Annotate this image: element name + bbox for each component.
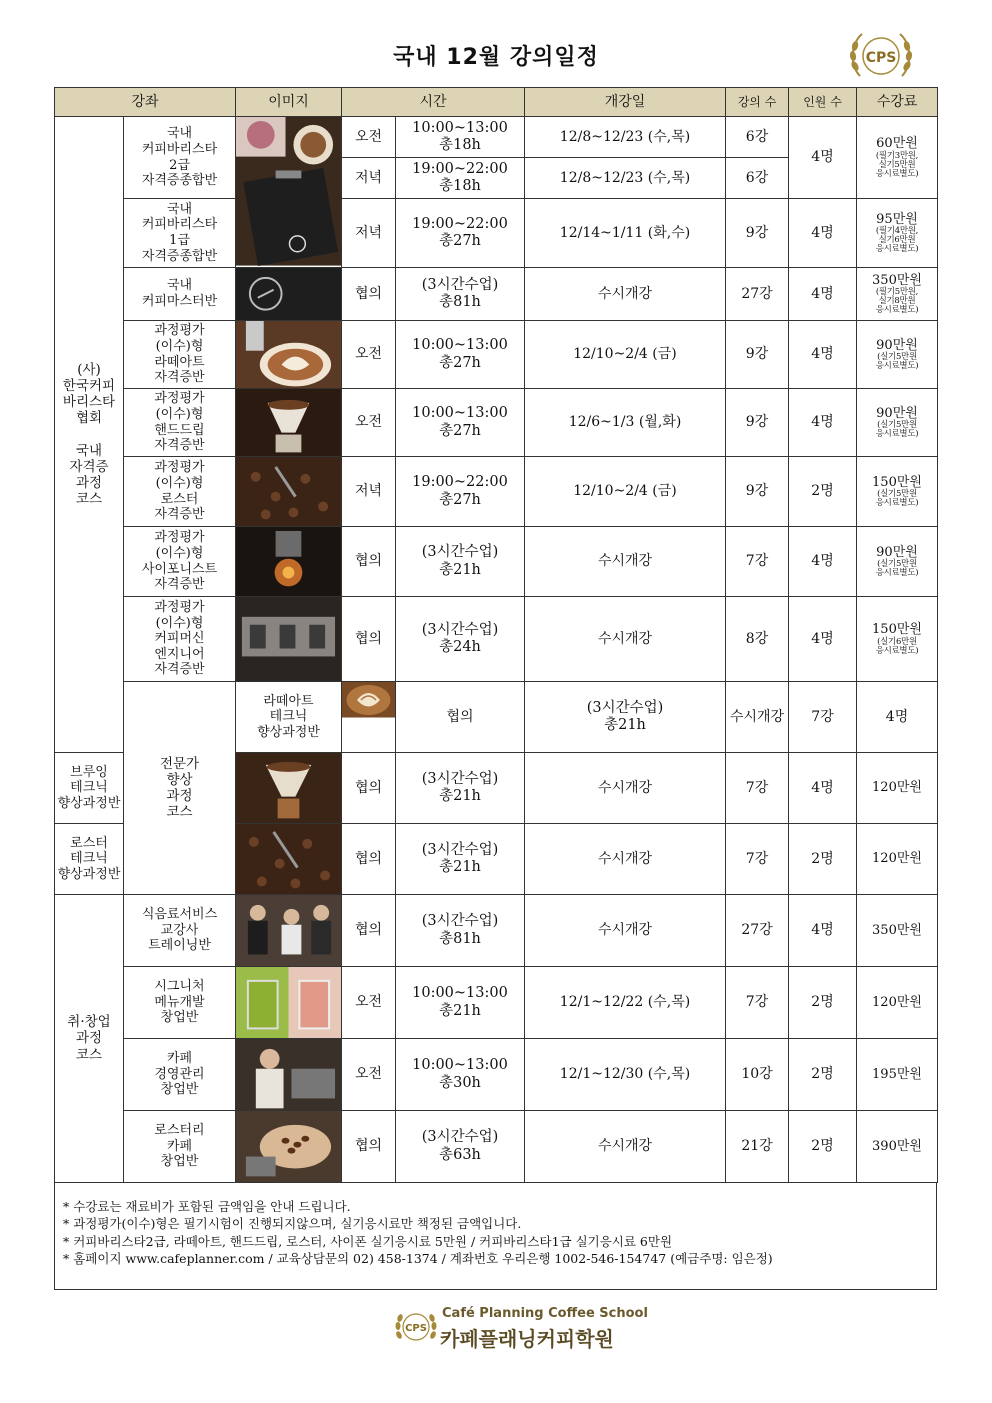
course-name: 카페 경영관리 창업반 xyxy=(124,1039,236,1111)
table-row xyxy=(55,967,938,1039)
note-line: * 수강료는 재료비가 포함된 금액임을 안내 드립니다. xyxy=(63,1199,351,1214)
time: (3시간수업) 총21h xyxy=(396,753,525,824)
fee xyxy=(857,268,938,321)
footer-logo-text: CPS xyxy=(405,1323,427,1334)
start-date: 수시개강 xyxy=(525,824,726,895)
course-name: 식음료서비스 교강사 트레이닝반 xyxy=(124,895,236,967)
course-photo xyxy=(236,1039,342,1111)
page-title: 국내 12월 강의일정 xyxy=(393,45,599,70)
start-date: 수시개강 xyxy=(525,895,726,967)
people: 4명 xyxy=(789,527,857,597)
course-photo xyxy=(236,117,342,268)
notes-box xyxy=(54,1183,937,1290)
course-photo xyxy=(236,321,342,389)
fee: 120만원 xyxy=(857,967,938,1039)
course-name: 국내 커피마스터반 xyxy=(124,268,236,321)
fee xyxy=(857,117,938,199)
lectures: 7강 xyxy=(726,824,789,895)
lectures: 21강 xyxy=(726,1111,789,1183)
fee xyxy=(857,527,938,597)
fee xyxy=(857,199,938,268)
people: 4명 xyxy=(789,895,857,967)
time: (3시간수업) 총81h xyxy=(396,895,525,967)
note-line: * 과정평가(이수)형은 필기시험이 진행되지않으며, 실기응시료만 책정된 금액입니다. xyxy=(63,1216,522,1232)
course-name: 라떼아트 테크닉 향상과정반 xyxy=(236,682,342,753)
cps-logo-icon xyxy=(846,26,916,86)
period: 오전 xyxy=(342,389,396,457)
period: 오전 xyxy=(342,321,396,389)
start-date: 수시개강 xyxy=(525,1111,726,1183)
fee: 120만원 xyxy=(857,824,938,895)
start-date: 12/14~1/11 (화,수) xyxy=(525,199,726,268)
start-date: 12/8~12/23 (수,목) xyxy=(525,117,726,158)
col-header-start: 개강일 xyxy=(525,88,726,117)
course-name: 로스터 테크닉 향상과정반 xyxy=(55,824,124,895)
col-header-people: 인원 수 xyxy=(789,88,857,117)
period: 협의 xyxy=(342,824,396,895)
start-date: 12/1~12/30 (수,목) xyxy=(525,1039,726,1111)
start-date: 수시개강 xyxy=(525,597,726,682)
fee-amount: 90만원 xyxy=(876,544,918,560)
note-line: * 홈페이지 www.cafeplanner.com / 교육상담문의 02) 458-1374 / 계좌번호 우리은행 1002-546-154747 (예금주명: 임은정) xyxy=(63,1250,773,1266)
table-row xyxy=(55,321,938,389)
fee-amount: 60만원 xyxy=(876,136,918,152)
period: 저녁 xyxy=(342,457,396,527)
lectures: 6강 xyxy=(726,117,789,158)
category-startup: 취·창업 과정 코스 xyxy=(55,895,124,1183)
people: 2명 xyxy=(789,824,857,895)
start-date: 12/6~1/3 (월,화) xyxy=(525,389,726,457)
people: 2명 xyxy=(789,1111,857,1183)
fee-note: (실기5만원 응시료별도) xyxy=(875,559,919,579)
course-photo xyxy=(342,682,396,753)
table-row xyxy=(55,1039,938,1111)
fee xyxy=(857,597,938,682)
period: 협의 xyxy=(342,895,396,967)
col-header-fee: 수강료 xyxy=(857,88,938,117)
lectures: 8강 xyxy=(726,597,789,682)
table-row xyxy=(55,199,938,268)
period: 오전 xyxy=(342,967,396,1039)
period: 오전 xyxy=(342,1039,396,1111)
period: 협의 xyxy=(342,753,396,824)
period: 저녁 xyxy=(342,199,396,268)
col-header-time: 시간 xyxy=(342,88,525,117)
footer-cps-logo-icon xyxy=(392,1305,440,1353)
people: 4명 xyxy=(789,389,857,457)
category-expert: 전문가 향상 과정 코스 xyxy=(124,682,236,895)
course-name: 과정평가 (이수)형 사이포니스트 자격증반 xyxy=(124,527,236,597)
course-photo xyxy=(236,895,342,967)
col-header-lectures: 강의 수 xyxy=(726,88,789,117)
fee-amount: 95만원 xyxy=(876,211,918,227)
people: 2명 xyxy=(789,1039,857,1111)
lectures: 7강 xyxy=(726,527,789,597)
fee-amount: 150만원 xyxy=(872,474,922,490)
course-photo xyxy=(236,389,342,457)
lectures: 7강 xyxy=(726,967,789,1039)
people: 2명 xyxy=(789,967,857,1039)
course-name: 국내 커피바리스타 1급 자격증종합반 xyxy=(124,199,236,268)
table-row xyxy=(55,895,938,967)
course-name: 로스터리 카페 창업반 xyxy=(124,1111,236,1183)
fee-note: (실기6만원 응시료별도) xyxy=(875,636,919,656)
time: 19:00~22:00 총27h xyxy=(396,199,525,268)
time: 10:00~13:00 총27h xyxy=(396,321,525,389)
start-date: 12/1~12/22 (수,목) xyxy=(525,967,726,1039)
table-row xyxy=(55,457,938,527)
fee-note: (필기3만원, 실기5만원 응시료별도) xyxy=(875,150,919,179)
people: 4명 xyxy=(789,753,857,824)
col-header-course: 강좌 xyxy=(55,88,236,117)
course-name: 과정평가 (이수)형 라떼아트 자격증반 xyxy=(124,321,236,389)
people: 4명 xyxy=(789,117,857,199)
time: (3시간수업) 총21h xyxy=(525,682,726,753)
people: 4명 xyxy=(789,597,857,682)
time: 10:00~13:00 총18h xyxy=(396,117,525,158)
course-photo xyxy=(236,824,342,895)
table-row xyxy=(55,1111,938,1183)
fee xyxy=(857,457,938,527)
category-domestic-cert: (사) 한국커피 바리스타 협회 국내 자격증 과정 코스 xyxy=(55,117,124,753)
fee xyxy=(857,321,938,389)
start-date: 12/8~12/23 (수,목) xyxy=(525,158,726,199)
time: 10:00~13:00 총30h xyxy=(396,1039,525,1111)
start-date: 12/10~2/4 (금) xyxy=(525,457,726,527)
start-date: 수시개강 xyxy=(525,753,726,824)
lectures: 9강 xyxy=(726,199,789,268)
course-photo xyxy=(236,597,342,682)
period: 협의 xyxy=(396,682,525,753)
time: 19:00~22:00 총27h xyxy=(396,457,525,527)
lectures: 7강 xyxy=(789,682,857,753)
start-date: 수시개강 xyxy=(726,682,789,753)
period: 협의 xyxy=(342,527,396,597)
period: 오전 xyxy=(342,117,396,158)
table-row xyxy=(55,117,938,158)
course-name: 국내 커피바리스타 2급 자격증종합반 xyxy=(124,117,236,199)
time: (3시간수업) 총24h xyxy=(396,597,525,682)
people: 2명 xyxy=(789,457,857,527)
course-photo xyxy=(236,457,342,527)
course-name: 브루잉 테크닉 향상과정반 xyxy=(55,753,124,824)
start-date: 12/10~2/4 (금) xyxy=(525,321,726,389)
lectures: 27강 xyxy=(726,895,789,967)
course-photo xyxy=(236,1111,342,1183)
table-header-row xyxy=(55,88,938,117)
course-name: 과정평가 (이수)형 로스터 자격증반 xyxy=(124,457,236,527)
fee-amount: 350만원 xyxy=(872,272,922,288)
time: 10:00~13:00 총27h xyxy=(396,389,525,457)
course-photo xyxy=(236,527,342,597)
schedule-table xyxy=(54,87,938,1183)
table-row xyxy=(55,389,938,457)
fee-note: (실기5만원 응시료별도) xyxy=(875,420,919,440)
fee: 350만원 xyxy=(857,895,938,967)
course-name: 시그니처 메뉴개발 창업반 xyxy=(124,967,236,1039)
fee-note: (필기4만원, 실기6만원 응시료별도) xyxy=(875,226,919,255)
footer-school-name-en: Café Planning Coffee School xyxy=(442,1306,648,1321)
course-name: 과정평가 (이수)형 핸드드립 자격증반 xyxy=(124,389,236,457)
period: 협의 xyxy=(342,597,396,682)
time: 19:00~22:00 총18h xyxy=(396,158,525,199)
start-date: 수시개강 xyxy=(525,268,726,321)
fee: 195만원 xyxy=(857,1039,938,1111)
people: 4명 xyxy=(789,199,857,268)
period: 협의 xyxy=(342,1111,396,1183)
lectures: 9강 xyxy=(726,457,789,527)
period: 저녁 xyxy=(342,158,396,199)
lectures: 10강 xyxy=(726,1039,789,1111)
note-line: * 커피바리스타2급, 라떼아트, 핸드드립, 로스터, 사이폰 실기응시료 5만원 / 커피바리스타1급 실기응시료 6만원 xyxy=(63,1233,673,1249)
fee-amount: 150만원 xyxy=(872,622,922,638)
people: 4명 xyxy=(789,321,857,389)
lectures: 27강 xyxy=(726,268,789,321)
lectures: 9강 xyxy=(726,321,789,389)
fee-note: (실기5만원 응시료별도) xyxy=(875,352,919,372)
fee xyxy=(857,389,938,457)
time: (3시간수업) 총21h xyxy=(396,824,525,895)
logo-text: CPS xyxy=(865,50,897,66)
course-photo xyxy=(236,753,342,824)
table-row xyxy=(55,682,938,753)
footer-school-name-ko: 카페플래닝커피학원 xyxy=(440,1327,614,1351)
people: 4명 xyxy=(857,682,938,753)
lectures: 9강 xyxy=(726,389,789,457)
start-date: 수시개강 xyxy=(525,527,726,597)
fee-amount: 90만원 xyxy=(876,337,918,353)
table-row xyxy=(55,597,938,682)
fee-note: (실기5만원 응시료별도) xyxy=(875,489,919,509)
people: 4명 xyxy=(789,268,857,321)
time: (3시간수업) 총21h xyxy=(396,527,525,597)
table-row xyxy=(55,527,938,597)
course-name: 과정평가 (이수)형 커피머신 엔지니어 자격증반 xyxy=(124,597,236,682)
period: 협의 xyxy=(342,268,396,321)
col-header-image: 이미지 xyxy=(236,88,342,117)
course-photo xyxy=(236,967,342,1039)
fee-amount: 90만원 xyxy=(876,405,918,421)
lectures: 7강 xyxy=(726,753,789,824)
fee: 120만원 xyxy=(857,753,938,824)
lectures: 6강 xyxy=(726,158,789,199)
course-photo xyxy=(236,268,342,321)
time: (3시간수업) 총63h xyxy=(396,1111,525,1183)
fee-note: (필기5만원, 실기8만원 응시료별도) xyxy=(875,287,919,316)
fee: 390만원 xyxy=(857,1111,938,1183)
time: 10:00~13:00 총21h xyxy=(396,967,525,1039)
time: (3시간수업) 총81h xyxy=(396,268,525,321)
table-row xyxy=(55,268,938,321)
